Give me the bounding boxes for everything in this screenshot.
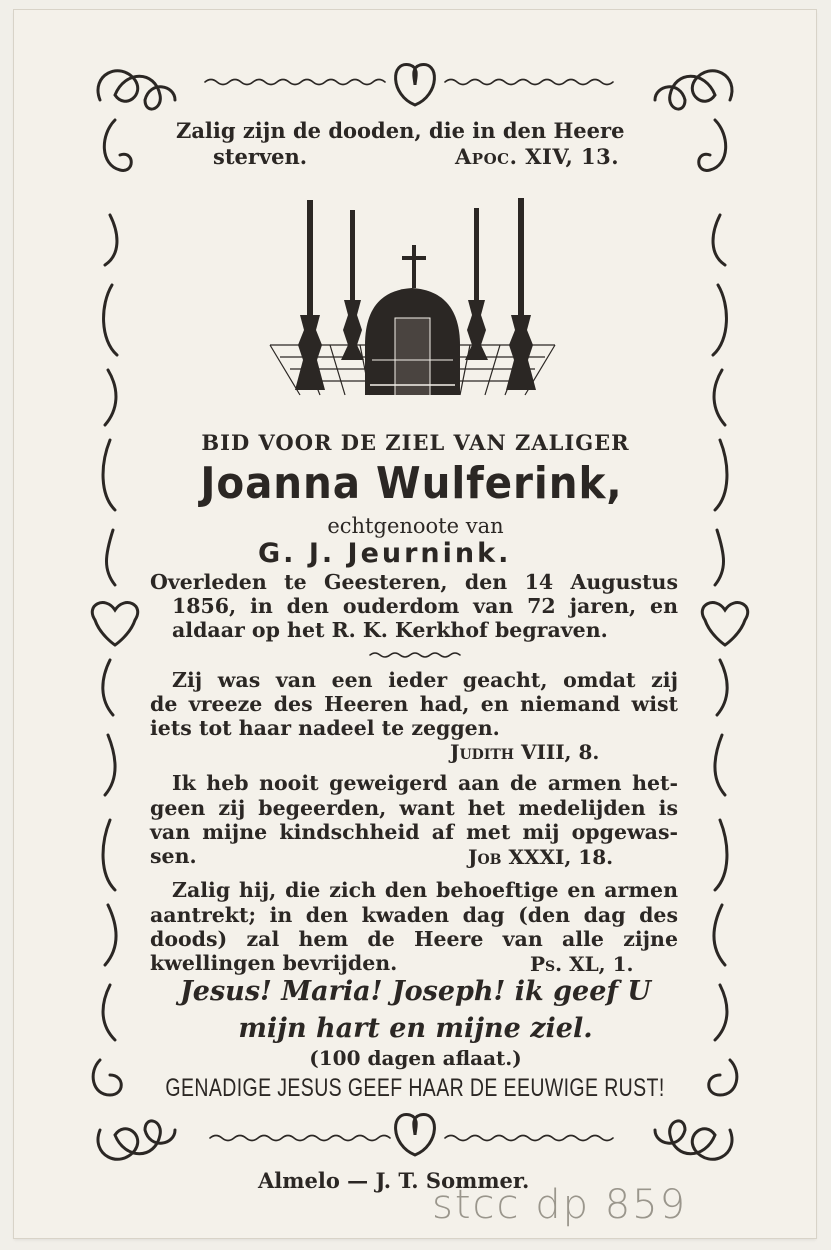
quote1-line-3: iets tot haar nadeel te zeggen. [150,716,500,740]
quote2-line-1: Ik heb nooit geweigerd aan de armen het- [172,771,678,795]
invocation-line-1: Jesus! Maria! Joseph! ik geef U [180,976,651,1007]
bottom-heart-ornament [396,1115,435,1155]
quote1-line-1: Zij was van een ieder geacht, omdat zij [172,668,678,692]
quote2-line-3: van mijne kindschheid af met mij opgewas- [150,820,678,844]
left-border-ornaments [92,120,137,1095]
final-prayer-wrap [0,1076,831,1101]
corner-swirl-bottom-right [655,1121,732,1159]
epigraph-line-2: sterven. [213,144,308,169]
quote2-line-2: geen zij begeerden, want het medelijden is [150,796,678,820]
prayer-heading: BID VOOR DE ZIEL VAN ZALIGER [201,430,630,455]
quote2-line-4: sen. [150,844,197,868]
death-notice-line-2: 1856, in den ouderdom van 72 jaren, en [172,594,678,618]
top-wave-left [205,80,385,85]
corner-swirl-top-left [98,71,175,109]
death-notice-line-1: Overleden te Geesteren, den 14 Augustus [150,570,678,594]
corner-swirl-top-right [655,71,732,109]
quote3-line-3: doods) zal hem de Heere van alle zijne [150,927,678,951]
invocation-line-2: mijn hart en mijne ziel. [238,1013,593,1044]
final-prayer: GENADIGE JESUS GEEF HAAR DE EEUWIGE RUST! [165,1074,666,1102]
bottom-wave-left [210,1136,390,1141]
quote2-reference: Job XXXI, 18. [468,845,614,869]
archive-pencil-mark: stcc dp 859 [432,1182,688,1228]
indulgence-note: (100 dagen aflaat.) [309,1046,522,1070]
quote3-line-4: kwellingen bevrijden. [150,951,398,975]
altar-illustration [270,198,555,395]
right-border-ornaments [699,120,748,1095]
quote3-reference: Ps. XL, 1. [530,952,634,976]
quote3-line-1: Zalig hij, die zich den behoeftige en armen [172,878,678,902]
corner-swirl-bottom-left [98,1121,175,1159]
top-wave-right [445,80,613,85]
bottom-wave-right [445,1136,613,1141]
deceased-name: Joanna Wulferink, [200,458,623,509]
spouse-name: G. J. Jeurnink. [258,538,512,569]
quote1-line-2: de vreeze des Heeren had, en niemand wist [150,692,678,716]
spouse-intro: echtgenoote van [327,514,504,538]
top-heart-ornament [396,65,435,105]
quote3-line-2: aantrekt; in den kwaden dag (den dag des [150,903,678,927]
printer-imprint: Almelo — J. T. Sommer. [258,1168,530,1193]
quote1-reference: Judith VIII, 8. [450,740,600,764]
epigraph-line-1: Zalig zijn de dooden, die in den Heere [176,118,625,143]
small-divider [370,653,460,657]
death-notice-line-3: aldaar op het R. K. Kerkhof begraven. [172,618,608,642]
epigraph-reference: Apoc. XIV, 13. [455,144,620,169]
